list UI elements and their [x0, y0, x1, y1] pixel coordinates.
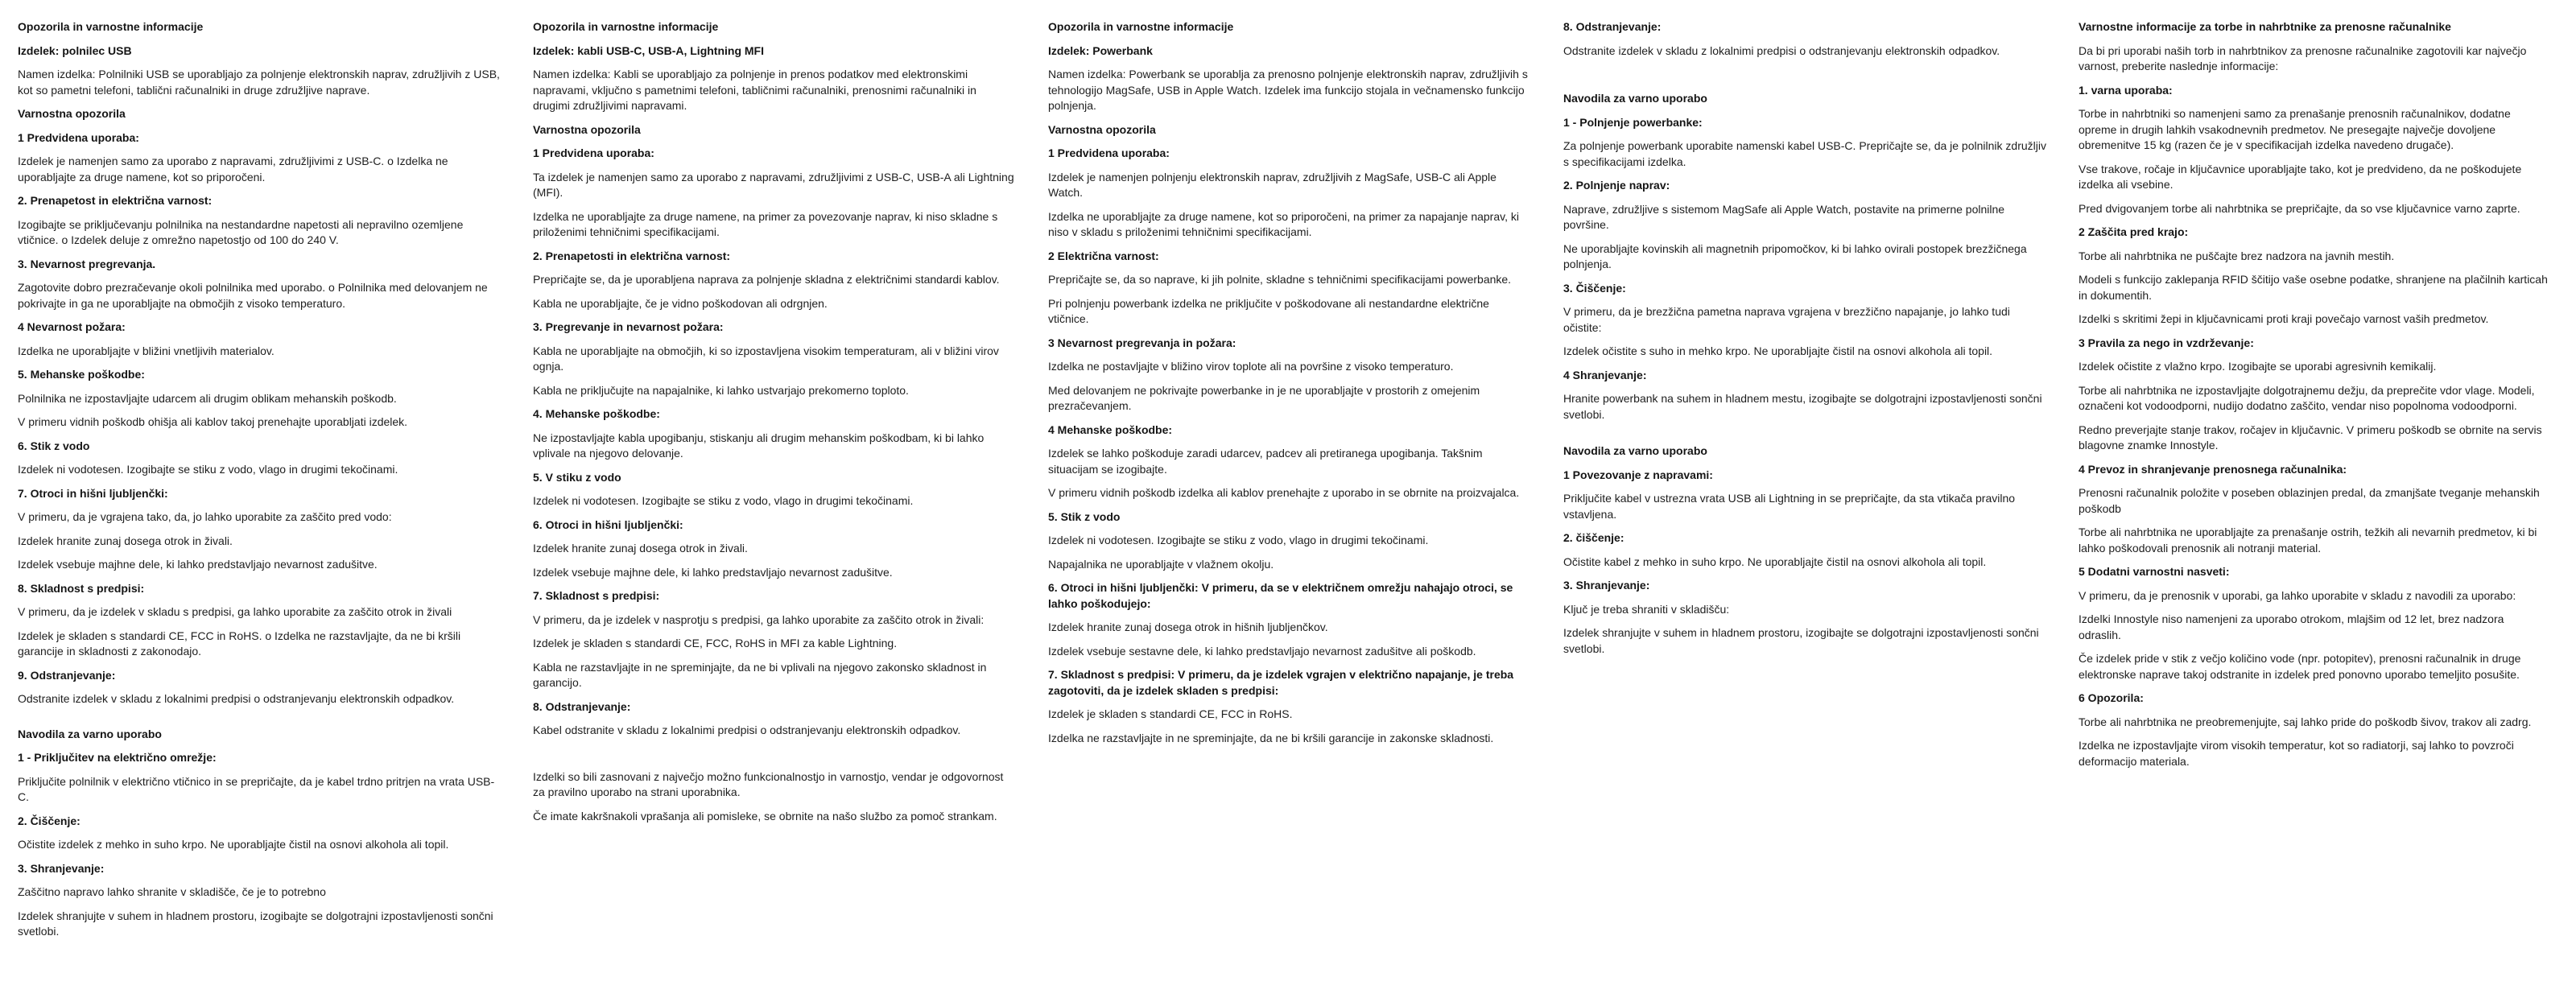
- paragraph: Torbe ali nahrbtnika ne izpostavljajte dolgotrajnemu dežju, da preprečite vdor vlage. Modeli, označeni kot vodoodporni, nudijo dodatno zaščito, vendar niso popolnoma vodoodporni.: [2079, 383, 2535, 412]
- section-heading: 4 Prevoz in shranjevanje prenosnega računalnika:: [2079, 462, 2347, 476]
- paragraph: Izdelek vsebuje majhne dele, ki lahko predstavljajo nevarnost zadušitve.: [18, 558, 378, 571]
- paragraph: Izdelka ne uporabljajte za druge namene, na primer za povezovanje naprav, ki niso skladne s priloženimi tehničnimi specifikacijami.: [533, 209, 998, 238]
- paragraph: V primeru vidnih poškodb izdelka ali kablov prenehajte z uporabo in se obrnite na proizvajalca.: [1048, 486, 1520, 499]
- section-heading: 3. Pregrevanje in nevarnost požara:: [533, 320, 724, 333]
- paragraph: Naprave, združljive s sistemom MagSafe ali Apple Watch, postavite na primerne polnilne površine.: [1563, 202, 2005, 231]
- section-heading: 4. Mehanske poškodbe:: [533, 407, 660, 420]
- paragraph: Ne uporabljajte kovinskih ali magnetnih pripomočkov, ki bi lahko ovirali postopek brezžičnega polnjenja.: [1563, 241, 2027, 270]
- paragraph: Izdelek shranjujte v suhem in hladnem prostoru, izogibajte se dolgotrajni izpostavljenosti sončni svetlobi.: [1563, 626, 2039, 655]
- paragraph: Izdelek vsebuje sestavne dele, ki lahko predstavljajo nevarnost zadušitve ali poškodb.: [1048, 644, 1476, 658]
- paragraph: Odstranite izdelek v skladu z lokalnimi predpisi o odstranjevanju elektronskih odpadkov.: [1563, 43, 2000, 57]
- paragraph: Izdelki so bili zasnovani z največjo možno funkcionalnostjo in varnostjo, vendar je odgovornost za pravilno uporabo na strani uporabnika.: [533, 769, 1004, 798]
- paragraph: Ne izpostavljajte kabla upogibanju, stiskanju ali drugim mehanskim poškodbam, ki bi lahko vplivale na njegovo delovanje.: [533, 431, 985, 460]
- section-heading: 3 Pravila za nego in vzdrževanje:: [2079, 336, 2254, 349]
- section-heading: 2. čiščenje:: [1563, 531, 1624, 544]
- paragraph: Pred dvigovanjem torbe ali nahrbtnika se prepričajte, da so vse ključavnice varno zaprte.: [2079, 201, 2520, 215]
- paragraph: Izdelek očistite s suho in mehko krpo. Ne uporabljajte čistil na osnovi alkohola ali topil.: [1563, 344, 1993, 357]
- section-heading: 2. Čiščenje:: [18, 814, 80, 827]
- column-laptop-bags: [2079, 19, 2549, 777]
- paragraph: Očistite izdelek z mehko in suho krpo. Ne uporabljajte čistil na osnovi alkohola ali topil.: [18, 838, 449, 851]
- section-heading: 1 - Priključitev na električno omrežje:: [18, 751, 217, 764]
- paragraph: V primeru vidnih poškodb ohišja ali kablov takoj prenehajte uporabljati izdelek.: [18, 415, 408, 428]
- section-heading: 2. Polnjenje naprav:: [1563, 179, 1670, 192]
- column-usb-charger: [18, 19, 501, 948]
- section-heading: 1 Predvidena uporaba:: [18, 130, 139, 144]
- paragraph: Za polnjenje powerbank uporabite namenski kabel USB-C. Prepričajte se, da je polnilnik združljiv s specifikacijami izdelka.: [1563, 139, 2046, 168]
- paragraph: Prenosni računalnik položite v poseben oblazinjen predal, da zmanjšate tveganje mehanskih poškodb: [2079, 486, 2540, 515]
- section-heading: Navodila za varno uporabo: [1563, 92, 1707, 105]
- paragraph: Izdelek se lahko poškoduje zaradi udarcev, padcev ali pretiranega upogibanja. Takšnim situacijam se izogibajte.: [1048, 447, 1483, 476]
- section-heading: Varnostne informacije za torbe in nahrbtnike za prenosne računalnike: [2079, 20, 2451, 33]
- paragraph: Torbe in nahrbtniki so namenjeni samo za prenašanje prenosnih računalnikov, dodatne opreme in drugih lahkih vsakodnevnih predmetov. Ne presegajte največje dovoljene obremenitve 15 kg (razen če je v specifikacijah izdelka navedeno drugače).: [2079, 107, 2511, 151]
- paragraph: Kabel odstranite v skladu z lokalnimi predpisi o odstranjevanju elektronskih odpadkov.: [533, 724, 961, 736]
- paragraph: Prepričajte se, da so naprave, ki jih polnite, skladne s tehničnimi specifikacijami powerbanke.: [1048, 273, 1512, 286]
- section-heading: 9. Odstranjevanje:: [18, 668, 116, 682]
- section-heading: 1 Predvidena uporaba:: [1048, 146, 1170, 159]
- paragraph: V primeru, da je prenosnik v uporabi, ga lahko uporabite v skladu z navodili za uporabo:: [2079, 588, 2516, 602]
- section-heading: 4 Mehanske poškodbe:: [1048, 423, 1173, 436]
- section-heading: Opozorila in varnostne informacije: [18, 20, 204, 33]
- paragraph: Polnilnika ne izpostavljajte udarcem ali drugim oblikam mehanskih poškodb.: [18, 391, 397, 405]
- section-heading: Izdelek: kabli USB-C, USB-A, Lightning MFI: [533, 43, 764, 57]
- section-heading: 3. Shranjevanje:: [18, 861, 105, 875]
- paragraph: Torbe ali nahrbtnika ne puščajte brez nadzora na javnih mestih.: [2079, 249, 2395, 262]
- paragraph: Izdelek ni vodotesen. Izogibajte se stiku z vodo, vlago in drugimi tekočinami.: [18, 463, 398, 476]
- paragraph: Če izdelek pride v stik z večjo količino vode (npr. potopitev), prenosni računalnik in druge elektronske naprave takoj odstranite in izdelek pred ponovno uporabo temeljito posušite.: [2079, 652, 2521, 681]
- section-heading: 1. varna uporaba:: [2079, 83, 2173, 97]
- section-heading: 8. Skladnost s predpisi:: [18, 581, 145, 595]
- section-heading: 3. Shranjevanje:: [1563, 579, 1650, 592]
- paragraph: Izdelka ne izpostavljajte virom visokih temperatur, kot so radiatorji, saj lahko to povzroči deformacijo materiala.: [2079, 739, 2514, 768]
- section-heading: Varnostna opozorila: [18, 107, 126, 120]
- paragraph: Ključ je treba shraniti v skladišču:: [1563, 602, 1730, 616]
- section-heading: 3. Nevarnost pregrevanja.: [18, 257, 156, 270]
- section-heading: 1 Povezovanje z napravami:: [1563, 468, 1713, 481]
- spacer: [1563, 431, 2046, 443]
- section-heading: 2. Prenapetosti in električna varnost:: [533, 249, 731, 262]
- paragraph: Redno preverjajte stanje trakov, ročajev in ključavnic. V primeru poškodb se obrnite na servis blagovne znamke Innostyle.: [2079, 423, 2542, 451]
- paragraph: Torbe ali nahrbtnika ne uporabljajte za prenašanje ostrih, težkih ali nevarnih predmetov, ki bi lahko poškodovali prenosnik ali notranji material.: [2079, 526, 2537, 555]
- paragraph: Izdelek je namenjen polnjenju elektronskih naprav, združljivih z MagSafe, USB-C ali Apple Watch.: [1048, 170, 1496, 199]
- section-heading: 1 Predvidena uporaba:: [533, 146, 654, 159]
- section-heading: 6. Otroci in hišni ljubljenčki:: [533, 517, 683, 531]
- paragraph: Med delovanjem ne pokrivajte powerbanke in je ne uporabljajte v prostorih z omejenim prezračevanjem.: [1048, 383, 1480, 412]
- paragraph: Izdelek vsebuje majhne dele, ki lahko predstavljajo nevarnost zadušitve.: [533, 565, 893, 579]
- paragraph: Napajalnika ne uporabljajte v vlažnem okolju.: [1048, 557, 1274, 571]
- column-powerbank-and-cable-instructions: [1563, 19, 2046, 665]
- paragraph: Ta izdelek je namenjen samo za uporabo z napravami, združljivimi z USB-C, USB-A ali Lightning (MFI).: [533, 170, 1014, 199]
- section-heading: 7. Skladnost s predpisi:: [533, 589, 660, 602]
- section-heading: Varnostna opozorila: [1048, 122, 1156, 136]
- section-heading: 7. Skladnost s predpisi: V primeru, da je izdelek vgrajen v električno napajanje, je treba zagotoviti, da je izdelek skladen s predpisi:: [1048, 668, 1514, 697]
- section-heading: Navodila za varno uporabo: [1563, 444, 1707, 457]
- paragraph: V primeru, da je brezžična pametna naprava vgrajena v brezžično napajanje, jo lahko tudi očistite:: [1563, 305, 2010, 334]
- section-heading: 8. Odstranjevanje:: [1563, 20, 1662, 33]
- paragraph: Kabla ne razstavljajte in ne spreminjajte, da ne bi vplivali na njegovo zakonsko skladnost in garancijo.: [533, 660, 987, 689]
- paragraph: Kabla ne priključujte na napajalnike, ki lahko ustvarjajo prekomerno toploto.: [533, 383, 909, 397]
- paragraph: Kabla ne uporabljajte na območjih, ki so izpostavljena visokim temperaturam, ali v bližini virov ognja.: [533, 344, 999, 373]
- paragraph: Očistite kabel z mehko in suho krpo. Ne uporabljajte čistil na osnovi alkohola ali topil.: [1563, 555, 1987, 568]
- paragraph: V primeru, da je vgrajena tako, da, jo lahko uporabite za zaščito pred vodo:: [18, 510, 392, 523]
- section-heading: 4 Nevarnost požara:: [18, 320, 126, 333]
- paragraph: Zagotovite dobro prezračevanje okoli polnilnika med uporabo. o Polnilnika med delovanjem ne pokrivajte in ga ne uporabljajte na območjih z visoko temperaturo.: [18, 281, 488, 310]
- paragraph: Hranite powerbank na suhem in hladnem mestu, izogibajte se dolgotrajni izpostavljenosti sončni svetlobi.: [1563, 392, 2042, 421]
- paragraph: Pri polnjenju powerbank izdelka ne priključite v poškodovane ali nestandardne električne vtičnice.: [1048, 296, 1489, 325]
- paragraph: Izdelek ni vodotesen. Izogibajte se stiku z vodo, vlago in drugimi tekočinami.: [533, 494, 914, 507]
- section-heading: 5. Mehanske poškodbe:: [18, 368, 145, 381]
- section-heading: Izdelek: polnilec USB: [18, 43, 132, 57]
- column-powerbank: [1048, 19, 1531, 754]
- paragraph: Izdelek hranite zunaj dosega otrok in živali.: [18, 534, 233, 547]
- paragraph: Zaščitno napravo lahko shranite v skladišče, če je to potrebno: [18, 885, 326, 898]
- paragraph: Priključite kabel v ustrezna vrata USB ali Lightning in se prepričajte, da sta vtikača pravilno vstavljena.: [1563, 492, 2016, 521]
- section-heading: 4 Shranjevanje:: [1563, 368, 1647, 381]
- paragraph: Izdelka ne postavljajte v bližino virov toplote ali na površine z visoko temperaturo.: [1048, 360, 1454, 373]
- section-heading: 3 Nevarnost pregrevanja in požara:: [1048, 336, 1236, 349]
- paragraph: Namen izdelka: Kabli se uporabljajo za polnjenje in prenos podatkov med elektronskimi napravami, vključno s pametnimi telefoni, tabličnimi računalniki, prenosnimi računalniki in drugimi združljivimi napravami.: [533, 68, 976, 112]
- paragraph: Izdelek hranite zunaj dosega otrok in hišnih ljubljenčkov.: [1048, 621, 1328, 633]
- section-heading: Varnostna opozorila: [533, 122, 641, 136]
- paragraph: Izdelek ni vodotesen. Izogibajte se stiku z vodo, vlago in drugimi tekočinami.: [1048, 534, 1429, 546]
- column-cables: [533, 19, 1016, 832]
- section-heading: 6. Stik z vodo: [18, 439, 90, 452]
- paragraph: Izdelka ne uporabljajte za druge namene, kot so priporočeni, na primer za napajanje naprav, ki niso v skladu s priloženimi tehničnimi specifikacijami.: [1048, 209, 1519, 238]
- section-heading: Izdelek: Powerbank: [1048, 43, 1153, 57]
- paragraph: Izdelki s skritimi žepi in ključavnicami proti kraji povečajo varnost vaših predmetov.: [2079, 312, 2489, 325]
- paragraph: Namen izdelka: Polnilniki USB se uporabljajo za polnjenje elektronskih naprav, združljivih z USB, kot so pametni telefoni, tablični računalniki in druge združljive naprave.: [18, 68, 500, 97]
- paragraph: Izdelka ne uporabljajte v bližini vnetljivih materialov.: [18, 344, 275, 357]
- section-heading: 2 Električna varnost:: [1048, 249, 1159, 262]
- section-heading: 6 Opozorila:: [2079, 691, 2144, 704]
- paragraph: Odstranite izdelek v skladu z lokalnimi predpisi o odstranjevanju elektronskih odpadkov.: [18, 692, 455, 705]
- spacer: [1563, 67, 2046, 91]
- paragraph: V primeru, da je izdelek v skladu s predpisi, ga lahko uporabite za zaščito otrok in živali: [18, 605, 452, 618]
- paragraph: Da bi pri uporabi naših torb in nahrbtnikov za prenosne računalnike zagotovili kar največjo varnost, preberite naslednje informacije:: [2079, 43, 2527, 72]
- paragraph: Izogibajte se priključevanju polnilnika na nestandardne napetosti ali nepravilno ozemljene vtičnice. o Izdelek deluje z omrežno napetostjo od 100 do 240 V.: [18, 217, 464, 246]
- paragraph: Priključite polnilnik v električno vtičnico in se prepričajte, da je kabel trdno pritrjen na vrata USB-C.: [18, 774, 495, 803]
- paragraph: Torbe ali nahrbtnika ne preobremenjujte, saj lahko pride do poškodb šivov, trakov ali zadrg.: [2079, 715, 2532, 728]
- paragraph: Modeli s funkcijo zaklepanja RFID ščitijo vaše osebne podatke, shranjene na plačilnih karticah in dokumentih.: [2079, 273, 2548, 302]
- section-heading: 6. Otroci in hišni ljubljenčki: V primeru, da se v električnem omrežju nahajajo otroci, se lahko poškodujejo:: [1048, 581, 1513, 610]
- paragraph: Namen izdelka: Powerbank se uporablja za prenosno polnjenje elektronskih naprav, združljivih s tehnologijo MagSafe, USB in Apple Watch. Izdelek ima funkcijo stojala in večnamensko funkcijo polnjenja.: [1048, 68, 1528, 112]
- section-heading: 5. V stiku z vodo: [533, 470, 621, 484]
- paragraph: Izdelek očistite z vlažno krpo. Izogibajte se uporabi agresivnih kemikalij.: [2079, 360, 2437, 373]
- spacer: [18, 715, 501, 727]
- paragraph: V primeru, da je izdelek v nasprotju s predpisi, ga lahko uporabite za zaščito otrok in živali:: [533, 612, 985, 626]
- section-heading: 2 Zaščita pred krajo:: [2079, 225, 2189, 238]
- paragraph: Prepričajte se, da je uporabljena naprava za polnjenje skladna z električnimi standardi kablov.: [533, 273, 1000, 286]
- section-heading: 8. Odstranjevanje:: [533, 699, 631, 713]
- paragraph: Izdelek je skladen s standardi CE, FCC in RoHS. o Izdelka ne razstavljajte, da ne bi kršili garancije in skladnosti z zakonodajo.: [18, 629, 461, 658]
- paragraph: Izdelek je namenjen samo za uporabo z napravami, združljivimi z USB-C. o Izdelka ne uporabljajte za druge namene, kot so priporočeni.: [18, 155, 448, 183]
- section-heading: 5 Dodatni varnostni nasveti:: [2079, 565, 2230, 578]
- section-heading: 1 - Polnjenje powerbanke:: [1563, 115, 1703, 129]
- paragraph: Izdelka ne razstavljajte in ne spreminjajte, da ne bi kršili garancije in zakonske skladnosti.: [1048, 731, 1494, 744]
- section-heading: 5. Stik z vodo: [1048, 509, 1121, 523]
- paragraph: Vse trakove, ročaje in ključavnice uporabljajte tako, kot je predvideno, da ne poškodujete izdelka ali vsebine.: [2079, 162, 2522, 191]
- paragraph: Izdelek je skladen s standardi CE, FCC in RoHS.: [1048, 707, 1293, 720]
- section-heading: Navodila za varno uporabo: [18, 727, 162, 740]
- section-heading: Opozorila in varnostne informacije: [1048, 20, 1234, 33]
- paragraph: Izdelek shranjujte v suhem in hladnem prostoru, izogibajte se dolgotrajni izpostavljenosti sončni svetlobi.: [18, 909, 493, 938]
- paragraph: Izdelki Innostyle niso namenjeni za uporabo otrokom, mlajšim od 12 let, brez nadzora odraslih.: [2079, 612, 2504, 641]
- paragraph: Če imate kakršnakoli vprašanja ali pomisleke, se obrnite na našo službo za pomoč strankam.: [533, 809, 997, 823]
- paragraph: Izdelek hranite zunaj dosega otrok in živali.: [533, 542, 748, 555]
- section-heading: 2. Prenapetost in električna varnost:: [18, 194, 213, 207]
- section-heading: 7. Otroci in hišni ljubljenčki:: [18, 486, 168, 500]
- paragraph: Izdelek je skladen s standardi CE, FCC, RoHS in MFI za kable Lightning.: [533, 637, 898, 649]
- section-heading: Opozorila in varnostne informacije: [533, 20, 719, 33]
- section-heading: 3. Čiščenje:: [1563, 281, 1626, 295]
- paragraph: Kabla ne uporabljajte, če je vidno poškodovan ali odrgnjen.: [533, 296, 828, 310]
- spacer: [533, 747, 1016, 769]
